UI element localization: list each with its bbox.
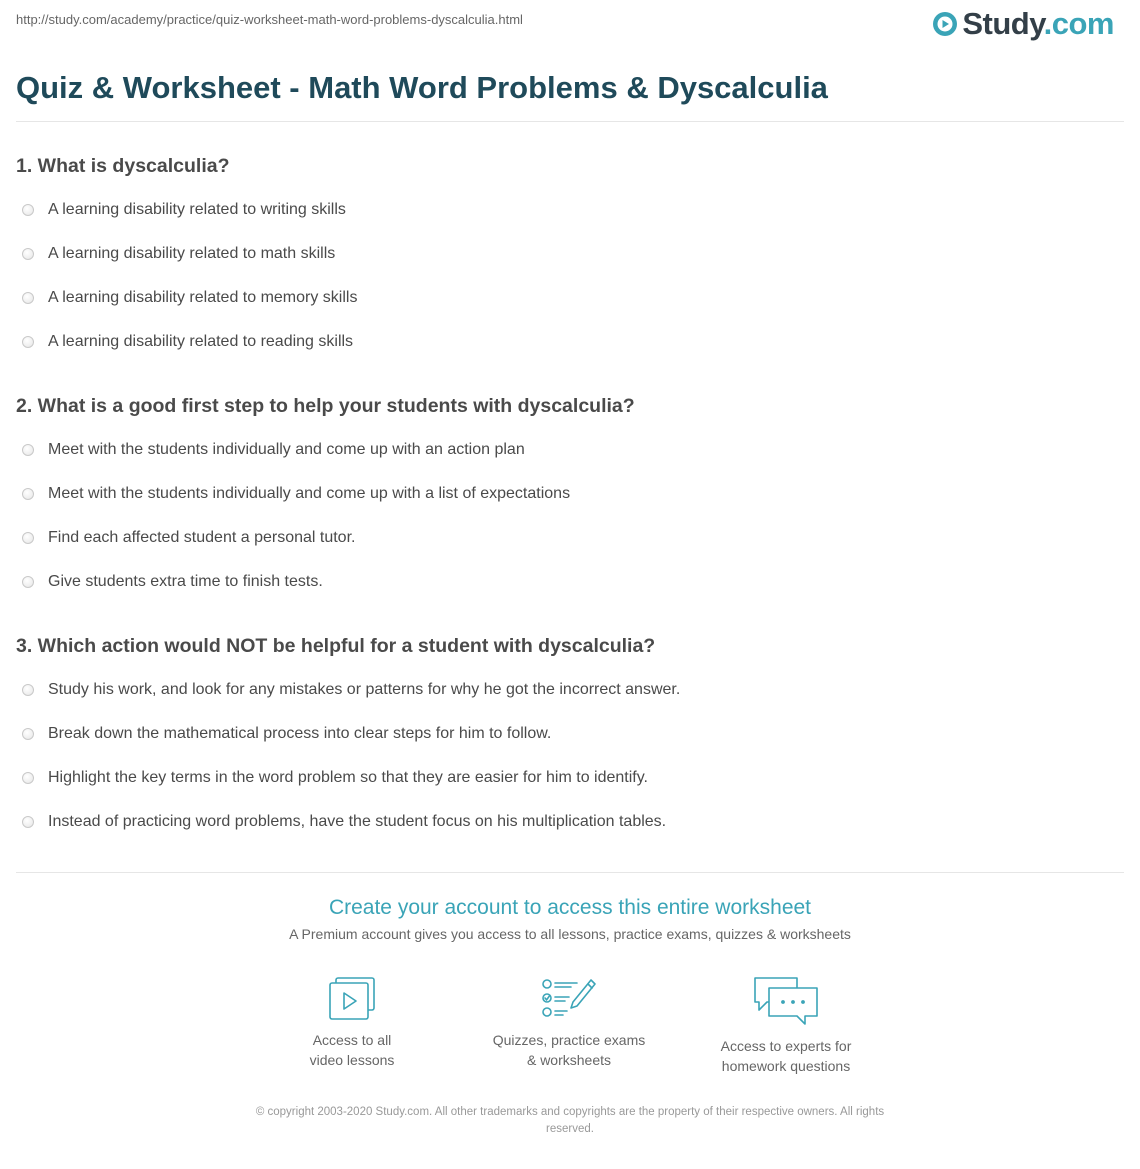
answer-option[interactable] <box>22 483 570 505</box>
option-label: A learning disability related to reading skills <box>48 333 354 350</box>
quiz-checklist-icon <box>541 976 597 1022</box>
radio-button[interactable] <box>22 248 34 260</box>
radio-button[interactable] <box>22 816 34 828</box>
feature-line: Access to all <box>312 1032 392 1048</box>
option-label: A learning disability related to writing skills <box>48 201 346 218</box>
question-2: 2. What is a good first step to help your students with dyscalculia? <box>16 395 635 417</box>
feature-line: video lessons <box>309 1052 395 1068</box>
radio-button[interactable] <box>22 488 34 500</box>
radio-button[interactable] <box>22 292 34 304</box>
option-label: Instead of practicing word problems, have the student focus on his multiplication tables. <box>48 813 667 830</box>
option-label: Meet with the students individually and come up with a list of expectations <box>48 485 571 502</box>
answer-option[interactable] <box>22 767 648 789</box>
logo-word: Study <box>962 6 1044 41</box>
radio-button[interactable] <box>22 444 34 456</box>
radio-button[interactable] <box>22 684 34 696</box>
footer-line: reserved. <box>546 1123 594 1135</box>
logo-suffix: .com <box>1043 6 1114 41</box>
option-label: Meet with the students individually and come up with an action plan <box>48 441 525 458</box>
option-label: Break down the mathematical process into clear steps for him to follow. <box>48 725 552 742</box>
question-1: 1. What is dyscalculia? <box>16 155 230 177</box>
video-lessons-icon <box>326 976 378 1022</box>
option-label: Give students extra time to finish tests. <box>48 573 323 590</box>
answer-option[interactable] <box>22 723 551 745</box>
page-title: Quiz & Worksheet - Math Word Problems & Dyscalculia <box>16 70 828 105</box>
create-account-link[interactable]: Create your account to access this entire worksheet <box>328 896 812 919</box>
answer-option[interactable] <box>22 287 357 309</box>
answer-option[interactable] <box>22 679 680 701</box>
study-logo[interactable] <box>932 6 1114 42</box>
radio-button[interactable] <box>22 204 34 216</box>
option-label: Find each affected student a personal tutor. <box>48 529 356 546</box>
footer-line: © copyright 2003-2020 Study.com. All other trademarks and copyrights are the property of their respective owners. All rights <box>255 1106 885 1118</box>
answer-option[interactable] <box>22 439 525 461</box>
play-circle-icon <box>932 11 958 37</box>
radio-button[interactable] <box>22 728 34 740</box>
answer-option[interactable] <box>22 199 346 221</box>
option-label: A learning disability related to math skills <box>48 245 336 262</box>
answer-option[interactable] <box>22 243 335 265</box>
option-label: Highlight the key terms in the word problem so that they are easier for him to identify. <box>48 769 648 786</box>
feature-quizzes <box>469 976 669 1070</box>
cta-subheading: A Premium account gives you access to all lessons, practice exams, quizzes & worksheets <box>289 926 851 942</box>
radio-button[interactable] <box>22 576 34 588</box>
answer-option[interactable] <box>22 331 353 353</box>
chat-bubbles-icon <box>753 976 819 1028</box>
answer-option[interactable] <box>22 527 355 549</box>
cta-divider <box>16 872 1124 873</box>
radio-button[interactable] <box>22 532 34 544</box>
feature-line: homework questions <box>721 1058 851 1074</box>
logo-text <box>962 6 1114 42</box>
answer-option[interactable] <box>22 571 323 593</box>
copyright-footer <box>210 1104 930 1138</box>
page-url: http://study.com/academy/practice/quiz-worksheet-math-word-problems-dyscalculia.html <box>16 12 523 27</box>
option-label: A learning disability related to memory skills <box>48 289 358 306</box>
feature-line: & worksheets <box>526 1052 612 1068</box>
option-label: Study his work, and look for any mistakes or patterns for why he got the incorrect answer. <box>48 681 681 698</box>
feature-line: Quizzes, practice exams <box>492 1032 646 1048</box>
feature-line: Access to experts for <box>720 1038 852 1054</box>
feature-video-lessons <box>252 976 452 1070</box>
question-3: 3. Which action would NOT be helpful for a student with dyscalculia? <box>16 635 656 657</box>
radio-button[interactable] <box>22 336 34 348</box>
answer-option[interactable] <box>22 811 666 833</box>
title-divider <box>16 121 1124 122</box>
feature-experts <box>686 976 886 1076</box>
radio-button[interactable] <box>22 772 34 784</box>
